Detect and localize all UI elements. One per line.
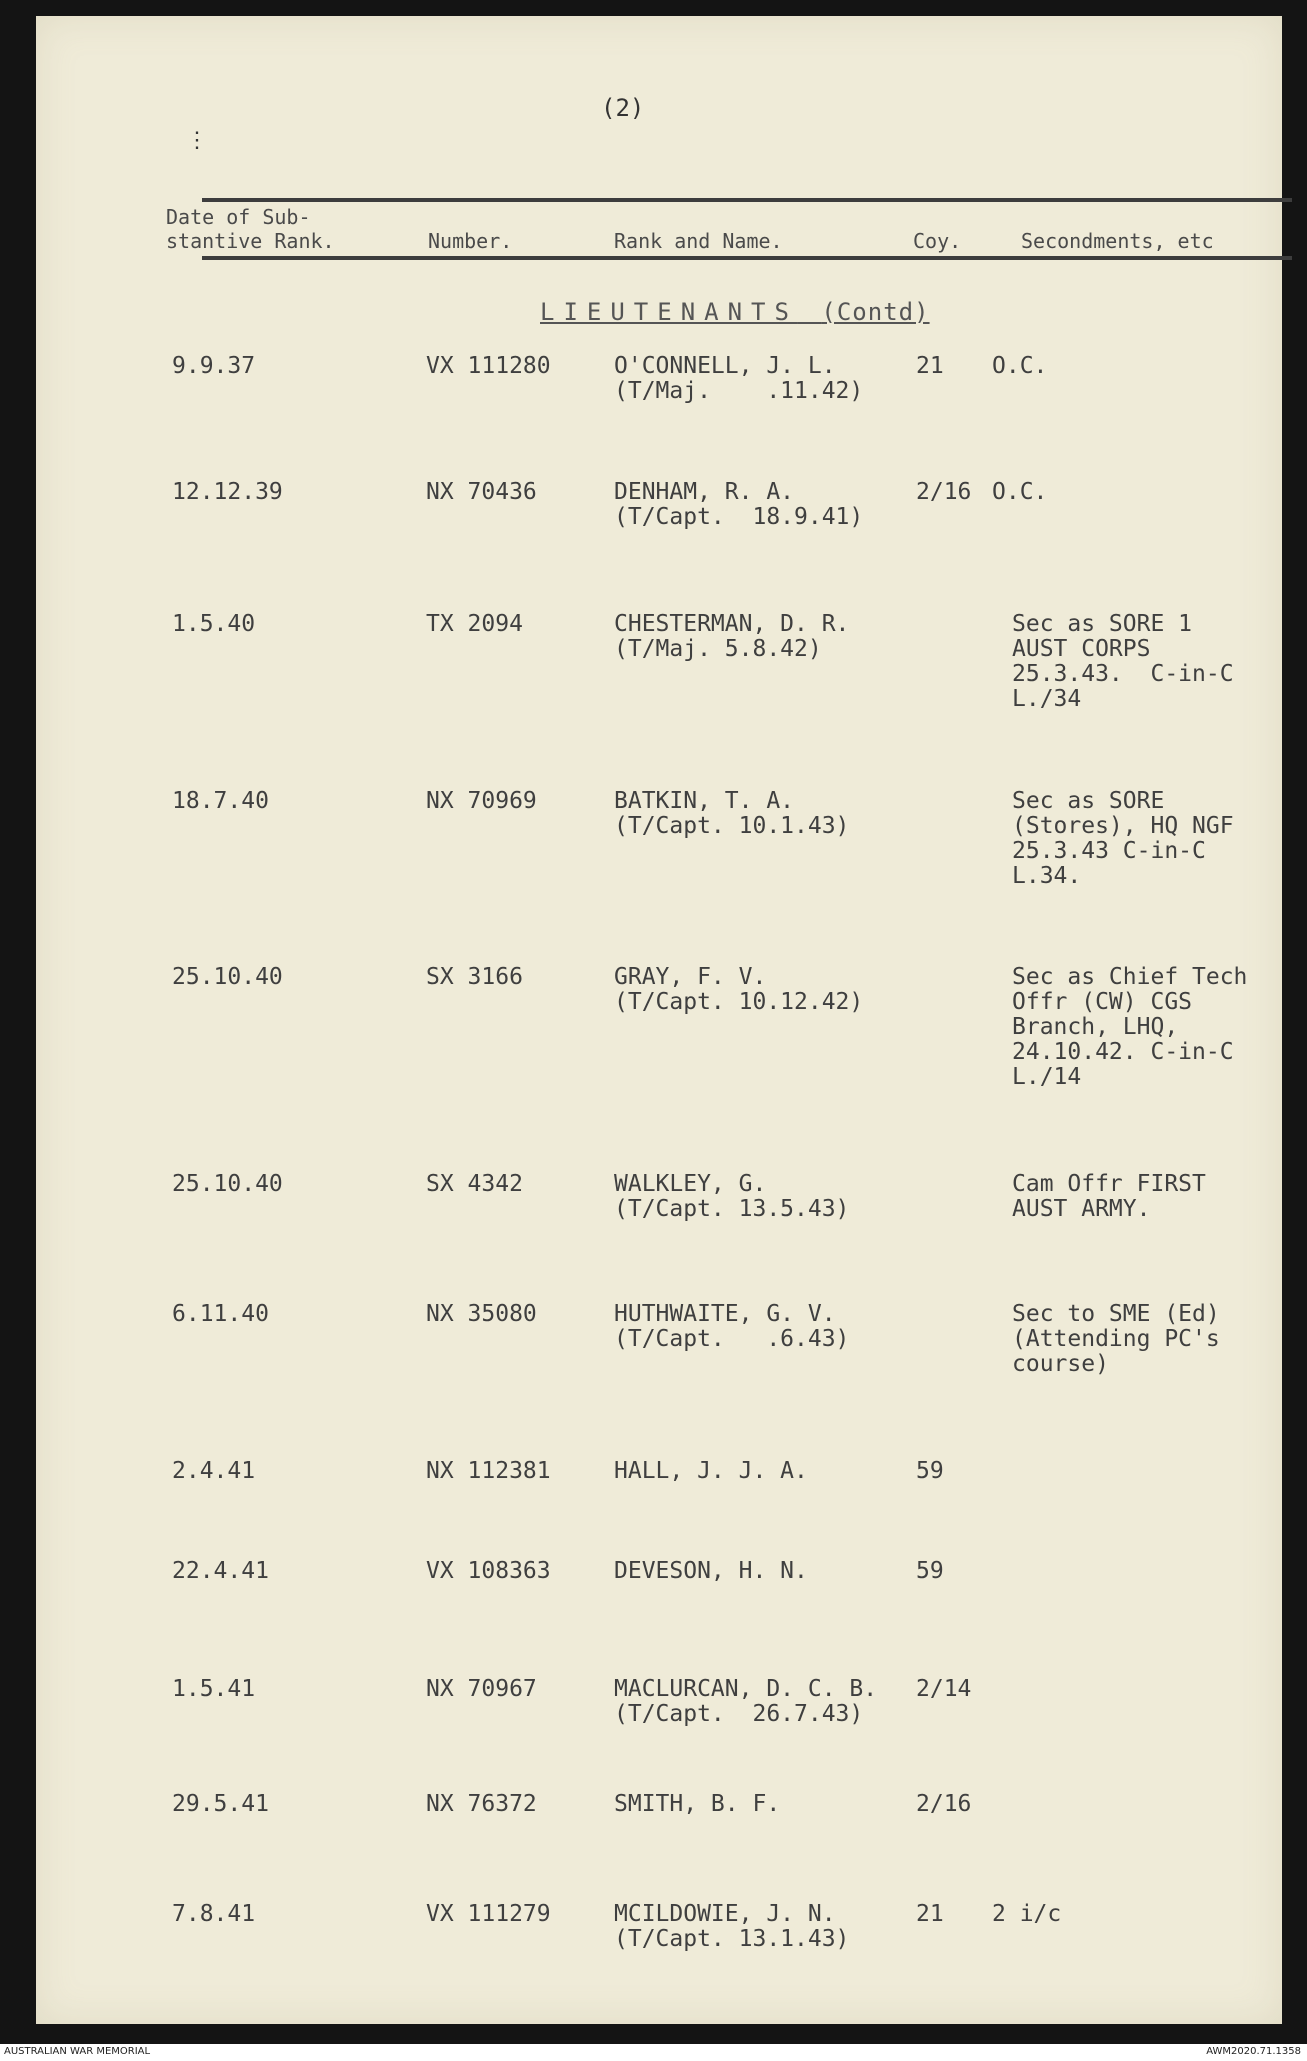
row-secondment-line: L./34 [1012, 686, 1082, 712]
row-name [614, 480, 863, 530]
row-secondment-line: Branch, LHQ, [1012, 1014, 1179, 1040]
row-name-line: HALL, J. J. A. [614, 1458, 808, 1484]
row-secondment [1012, 965, 1247, 1090]
row-secondment-line: AUST ARMY. [1012, 1196, 1151, 1222]
row-date: 18.7.40 [172, 788, 269, 814]
row-coy: 59 [916, 1558, 944, 1584]
row-secondment-line: (Stores), HQ NGF [1012, 813, 1234, 839]
row-name [614, 1677, 877, 1727]
row-secondment-line: 25.3.43 C-in-C [1012, 838, 1206, 864]
row-temp-rank: (T/Capt. 10.1.43) [614, 813, 850, 839]
row-coy: 21 [916, 353, 944, 379]
row-date: 25.10.40 [172, 964, 283, 990]
row-date: 6.11.40 [172, 1301, 269, 1327]
row-secondment-line: Sec as SORE 1 [1012, 611, 1193, 637]
header-coy: Coy. [913, 229, 962, 253]
row-date: 2.4.41 [172, 1458, 256, 1484]
row-date: 29.5.41 [172, 1791, 269, 1817]
row-name-line: HUTHWAITE, G. V. [614, 1301, 836, 1327]
row-number: VX 111280 [426, 353, 551, 379]
row-number: NX 70967 [426, 1676, 537, 1702]
row-secondment [992, 1902, 1061, 1927]
row-secondment-line: L./14 [1012, 1064, 1082, 1090]
row-secondment-line: L.34. [1012, 863, 1082, 889]
section-title [540, 298, 930, 326]
row-number: NX 35080 [426, 1301, 537, 1327]
row-secondment [992, 480, 1047, 505]
row-coy: 2/14 [916, 1676, 972, 1702]
row-secondment [1012, 1172, 1206, 1222]
row-name [614, 612, 849, 662]
row-secondment [1012, 612, 1234, 712]
header-bottom-rule [202, 256, 1292, 260]
row-number: VX 111279 [426, 1901, 551, 1927]
page-number: (2) [601, 94, 645, 122]
row-secondment-line: Sec to SME (Ed) [1012, 1301, 1220, 1327]
row-secondment-line: (Attending PC's [1012, 1326, 1220, 1352]
header-secondments: Secondments, etc [1021, 229, 1214, 253]
row-date: 7.8.41 [172, 1901, 256, 1927]
row-temp-rank: (T/Capt. 13.5.43) [614, 1196, 850, 1222]
row-number: NX 76372 [426, 1791, 537, 1817]
row-secondment-line: AUST CORPS [1012, 636, 1151, 662]
header-number: Number. [428, 229, 513, 253]
header-rank-name: Rank and Name. [614, 229, 783, 253]
row-name-line: MACLURCAN, D. C. B. [614, 1676, 878, 1702]
row-name [614, 1302, 849, 1352]
section-contd: (Contd) [821, 298, 930, 326]
row-number: NX 70969 [426, 788, 537, 814]
row-date: 1.5.40 [172, 611, 256, 637]
row-number: SX 4342 [426, 1171, 523, 1197]
row-number: TX 2094 [426, 611, 523, 637]
row-temp-rank: (T/Maj. .11.42) [614, 378, 864, 404]
footer-right: AWM2020.71.1358 [1206, 2046, 1301, 2057]
row-name-line: CHESTERMAN, D. R. [614, 611, 850, 637]
row-secondment-line: Sec as SORE [1012, 788, 1165, 814]
row-date: 25.10.40 [172, 1171, 283, 1197]
row-name-line: WALKLEY, G. [614, 1171, 767, 1197]
row-secondment-line: Cam Offr FIRST [1012, 1171, 1206, 1197]
row-coy: 2/16 [916, 1791, 972, 1817]
row-temp-rank: (T/Capt. 10.12.42) [614, 989, 864, 1015]
row-name [614, 1459, 808, 1484]
row-date: 1.5.41 [172, 1676, 256, 1702]
row-number: NX 112381 [426, 1458, 551, 1484]
section-title-text: LIEUTENANTS [540, 298, 798, 326]
row-coy: 59 [916, 1458, 944, 1484]
row-secondment-line: O.C. [992, 353, 1048, 379]
row-name [614, 1172, 849, 1222]
row-secondment [1012, 1302, 1220, 1377]
row-name-line: O'CONNELL, J. L. [614, 353, 836, 379]
header-date-line2: stantive Rank. [166, 229, 335, 253]
row-secondment [992, 354, 1047, 379]
row-name [614, 1902, 849, 1952]
row-secondment-line: O.C. [992, 479, 1048, 505]
row-name [614, 1792, 780, 1817]
row-secondment-line: Sec as Chief Tech [1012, 964, 1248, 990]
row-name [614, 1559, 808, 1584]
row-coy: 2/16 [916, 479, 972, 505]
row-temp-rank: (T/Capt. 13.1.43) [614, 1926, 850, 1952]
header-top-rule [202, 198, 1292, 202]
row-number: SX 3166 [426, 964, 523, 990]
row-name-line: DENHAM, R. A. [614, 479, 795, 505]
row-date: 9.9.37 [172, 353, 256, 379]
row-temp-rank: (T/Capt. 18.9.41) [614, 504, 864, 530]
row-number: NX 70436 [426, 479, 537, 505]
row-secondment-line: 25.3.43. C-in-C [1012, 661, 1234, 687]
row-name-line: BATKIN, T. A. [614, 788, 795, 814]
row-secondment-line: 2 i/c [992, 1901, 1062, 1927]
row-name [614, 789, 849, 839]
pencil-mark: ⋮ [186, 128, 208, 153]
row-temp-rank: (T/Maj. 5.8.42) [614, 636, 822, 662]
row-name-line: MCILDOWIE, J. N. [614, 1901, 836, 1927]
row-name-line: SMITH, B. F. [614, 1791, 781, 1817]
row-coy: 21 [916, 1901, 944, 1927]
row-temp-rank: (T/Capt. 26.7.43) [614, 1701, 864, 1727]
row-secondment-line: course) [1012, 1351, 1109, 1377]
row-name-line: DEVESON, H. N. [614, 1558, 808, 1584]
header-date-line1: Date of Sub- [166, 205, 311, 229]
row-name-line: GRAY, F. V. [614, 964, 767, 990]
row-date: 22.4.41 [172, 1558, 269, 1584]
row-temp-rank: (T/Capt. .6.43) [614, 1326, 850, 1352]
footer-left: AUSTRALIAN WAR MEMORIAL [4, 2046, 151, 2057]
row-date: 12.12.39 [172, 479, 283, 505]
row-secondment-line: 24.10.42. C-in-C [1012, 1039, 1234, 1065]
row-name [614, 965, 863, 1015]
row-secondment-line: Offr (CW) CGS [1012, 989, 1193, 1015]
row-number: VX 108363 [426, 1558, 551, 1584]
document-page [36, 16, 1282, 2024]
row-name [614, 354, 863, 404]
row-secondment [1012, 789, 1234, 889]
